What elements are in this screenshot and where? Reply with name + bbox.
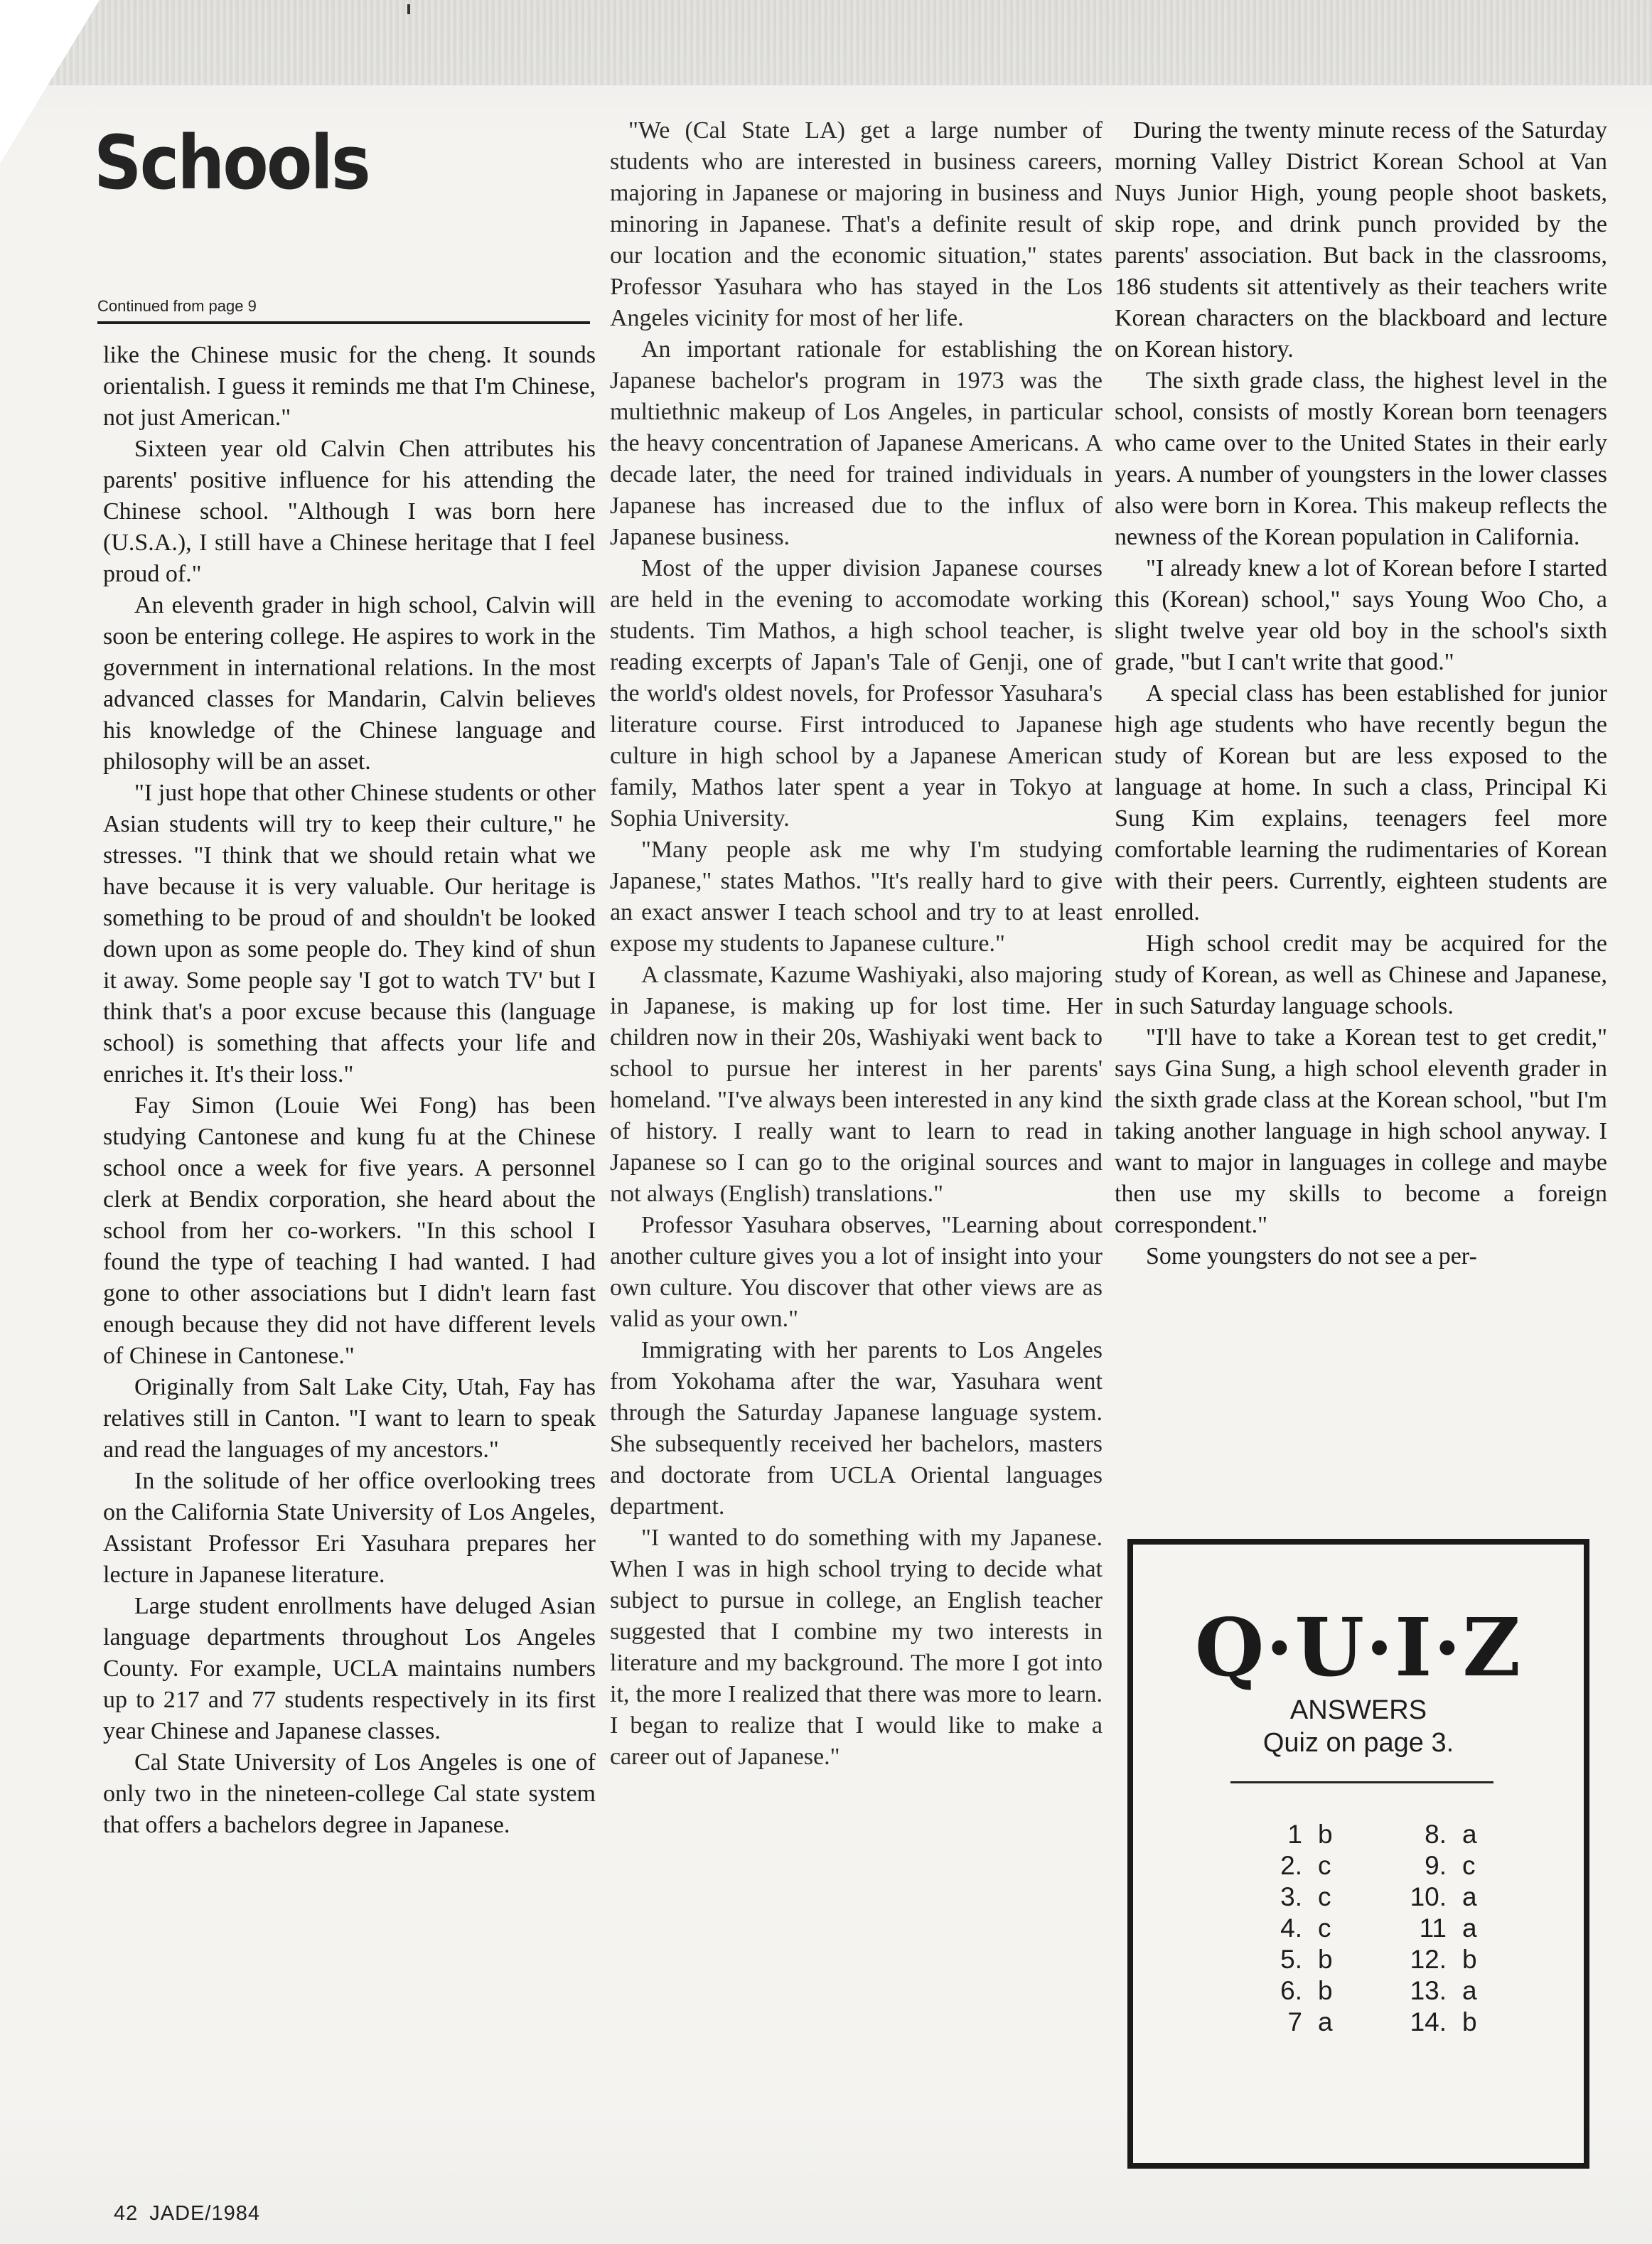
answer-letter: a: [1318, 2007, 1333, 2036]
quiz-answer-row: [1247, 2007, 1333, 2038]
question-number: 13.: [1410, 1976, 1447, 2005]
scan-speck: [407, 4, 410, 14]
page-number: 42: [114, 2202, 139, 2225]
paragraph: Sixteen year old Calvin Chen attributes his parents' positive influence for his attending the Chinese school. "Although I was born here (U.S.A.), I still have a Chinese heritage that I feel proud of.": [103, 436, 596, 587]
paragraph: "I wanted to do something with my Japanese. When I was in high school trying to decide what subject to pursue in college, an English teacher suggested that I combine my two interests in literature and my background. The more I got into it, the more I realized that there was more to learn. I began to realize that I would like to make a career out of Japanese.": [610, 1525, 1103, 1770]
answer-letter: b: [1318, 1820, 1333, 1849]
question-number: 1: [1287, 1820, 1302, 1849]
quiz-answer-row: [1391, 1881, 1477, 1913]
paragraph: A classmate, Kazume Washiyaki, also majoring in Japanese, is making up for lost time. Her children now in their 20s, Washiyaki went back to school to pursue her interest in her parents' homeland. "I've always been interested in any kind of history. I really want to learn to read in Japanese so I can go to the original sources and not always (English) translations.": [610, 962, 1103, 1207]
question-number: 7: [1287, 2007, 1302, 2036]
question-number: 11: [1419, 1913, 1447, 1943]
answers-column-left: [1247, 1819, 1333, 2038]
paragraph: Immigrating with her parents to Los Angeles from Yokohama after the war, Yasuhara went through the Saturday Japanese language system. She subsequently received her bachelors, masters and doctorate from UCLA Oriental languages department.: [610, 1337, 1103, 1520]
paragraph: Originally from Salt Lake City, Utah, Fay has relatives still in Canton. "I want to learn to speak and read the languages of my ancestors.": [103, 1374, 596, 1463]
paragraph: Cal State University of Los Angeles is one of only two in the nineteen-college Cal state system that offers a bachelors degree in Japanese.: [103, 1749, 596, 1838]
question-number: 14.: [1410, 2007, 1447, 2036]
paragraph: like the Chinese music for the cheng. It sounds orientalish. I guess it reminds me that I'm Chinese, not just American.": [103, 342, 596, 431]
quiz-answer-row: [1247, 1975, 1333, 2007]
quiz-answer-row: [1391, 1819, 1477, 1850]
question-number: 3.: [1280, 1882, 1302, 1911]
quiz-answer-row: [1391, 1913, 1477, 1944]
article-column-1: [103, 340, 596, 1841]
paragraph: "Many people ask me why I'm studying Japanese," states Mathos. "It's really hard to give an exact answer I teach school and try to at least expose my students to Japanese culture.": [610, 837, 1103, 957]
quiz-answer-row: [1391, 2007, 1477, 2038]
answer-letter: c: [1318, 1851, 1331, 1880]
paragraph: Large student enrollments have deluged Asian language departments throughout Los Angeles County. For example, UCLA maintains numbers up to 217 and 77 students respectively in its first year Chinese and Japanese classes.: [103, 1593, 596, 1744]
quiz-answer-row: [1247, 1819, 1333, 1850]
scan-noise-band: [0, 0, 1652, 85]
quiz-answer-row: [1391, 1944, 1477, 1975]
question-number: 9.: [1425, 1851, 1447, 1880]
paragraph: High school credit may be acquired for the study of Korean, as well as Chinese and Japanese, in such Saturday language schools.: [1115, 930, 1607, 1019]
folded-corner: [0, 0, 100, 163]
section-title: Schools: [94, 119, 370, 206]
quiz-answer-row: [1247, 1913, 1333, 1944]
continued-note: Continued from page 9: [97, 297, 257, 315]
answer-letter: a: [1462, 1976, 1477, 2005]
answer-letter: b: [1462, 1945, 1477, 1974]
publication-name: JADE/1984: [149, 2202, 260, 2225]
answers-column-right: [1391, 1819, 1477, 2038]
heading-rule: [97, 321, 590, 324]
article-column-2: [610, 115, 1103, 1773]
paragraph: Some youngsters do not see a per-: [1146, 1243, 1477, 1269]
quiz-answer-row: [1391, 1975, 1477, 2007]
paragraph: During the twenty minute recess of the Saturday morning Valley District Korean School at Van Nuys Junior High, young people shoot baskets, skip rope, and drink punch provided by the parents' association. But back in the classrooms, 186 students sit attentively as their teachers write Korean characters on the blackboard and lecture on Korean history.: [1115, 117, 1607, 363]
answer-letter: b: [1318, 1945, 1333, 1974]
quiz-answer-row: [1247, 1881, 1333, 1913]
answer-letter: b: [1462, 2007, 1477, 2036]
question-number: 10.: [1410, 1882, 1447, 1911]
answer-letter: a: [1462, 1882, 1477, 1911]
quiz-answers-box: [1127, 1539, 1589, 2169]
page-footer: [114, 2202, 272, 2226]
question-number: 2.: [1280, 1851, 1302, 1880]
question-number: 12.: [1410, 1945, 1447, 1974]
paragraph: Professor Yasuhara observes, "Learning about another culture gives you a lot of insight into your own culture. You discover that other views are as valid as your own.": [610, 1212, 1103, 1332]
answer-letter: c: [1318, 1882, 1331, 1911]
question-number: 4.: [1280, 1913, 1302, 1943]
paragraph: In the solitude of her office overlooking trees on the California State University of Los Angeles, Assistant Professor Eri Yasuhara prepares her lecture in Japanese literature.: [103, 1468, 596, 1588]
paragraph: Most of the upper division Japanese courses are held in the evening to accomodate working students. Tim Mathos, a high school teacher, is reading excerpts of Japan's Tale of Genji, one of the world's oldest novels, for Professor Yasuhara's literature course. First introduced to Japanese culture in high school by a Japanese American family, Mathos later spent a year in Tokyo at Sophia University.: [610, 555, 1103, 832]
quiz-answer-row: [1247, 1944, 1333, 1975]
paragraph: A special class has been established for junior high age students who have recently begun the study of Korean but are less exposed to the language at home. In such a class, Principal Ki Sung Kim explains, teenagers feel more comfortable learning the rudimentaries of Korean with their peers. Currently, eighteen students are enrolled.: [1115, 680, 1607, 925]
answer-letter: b: [1318, 1976, 1333, 2005]
paragraph: An eleventh grader in high school, Calvin will soon be entering college. He aspires to work in the government in international relations. In the most advanced classes for Mandarin, Calvin believes his knowledge of the Chinese language and philosophy will be an asset.: [103, 592, 596, 775]
quiz-page-reference: Quiz on page 3.: [1262, 1728, 1454, 1758]
paragraph: An important rationale for establishing the Japanese bachelor's program in 1973 was the multiethnic makeup of Los Angeles, in particular the heavy concentration of Japanese Americans. A decade later, the need for trained individuals in Japanese has increased due to the influx of Japanese business.: [610, 336, 1103, 550]
paragraph: "I already knew a lot of Korean before I started this (Korean) school," says Young Woo Cho, a slight twelve year old boy in the school's sixth grade, "but I can't write that good.": [1115, 555, 1607, 675]
paragraph: "I just hope that other Chinese students or other Asian students will try to keep their culture," he stresses. "I think that we should retain what we have because it is very valuable. Our heritage is something to be proud of and shouldn't be looked down upon as some people do. They kind of shun it away. Some people say 'I got to watch TV' but I think that's a poor excuse because this (language school) is something that affects your life and enriches it. It's their loss.": [103, 780, 596, 1088]
answer-letter: c: [1462, 1851, 1476, 1880]
question-number: 6.: [1280, 1976, 1302, 2005]
paragraph: Fay Simon (Louie Wei Fong) has been studying Cantonese and kung fu at the Chinese school once a week for five years. A personnel clerk at Bendix corporation, she heard about the school from her co-workers. "In this school I found the type of teaching I had wanted. I had gone to other associations but I didn't learn fast enough because they did not have different levels of Chinese in Cantonese.": [103, 1093, 596, 1369]
question-number: 5.: [1280, 1945, 1302, 1974]
quiz-subtitle: [1133, 1694, 1584, 1759]
quiz-title: Q·U·I·Z: [1194, 1601, 1523, 1695]
article-column-3: [1115, 115, 1607, 1272]
paragraph: "We (Cal State LA) get a large number of students who are interested in business careers, majoring in Japanese or majoring in business and minoring in Japanese. That's a definite result of our location and the economic situation," states Professor Yasuhara who has stayed in the Los Angeles vicinity for most of her life.: [610, 117, 1103, 331]
question-number: 8.: [1425, 1820, 1447, 1849]
answer-letter: c: [1318, 1913, 1331, 1943]
quiz-answer-row: [1247, 1850, 1333, 1881]
answer-letter: a: [1462, 1820, 1477, 1849]
paragraph: The sixth grade class, the highest level in the school, consists of mostly Korean born teenagers who came over to the United States in their early years. A number of youngsters in the lower classes also were born in Korea. This makeup reflects the newness of the Korean population in California.: [1115, 367, 1607, 550]
answers-label: ANSWERS: [1289, 1695, 1427, 1725]
quiz-answer-row: [1391, 1850, 1477, 1881]
answer-letter: a: [1462, 1913, 1477, 1943]
quiz-divider: [1230, 1781, 1493, 1783]
paragraph: "I'll have to take a Korean test to get credit," says Gina Sung, a high school eleventh grader in the sixth grade class at the Korean school, "but I'm taking another language in high school anyway. I want to major in languages in college and maybe then use my skills to become a foreign correspondent.": [1115, 1024, 1607, 1238]
